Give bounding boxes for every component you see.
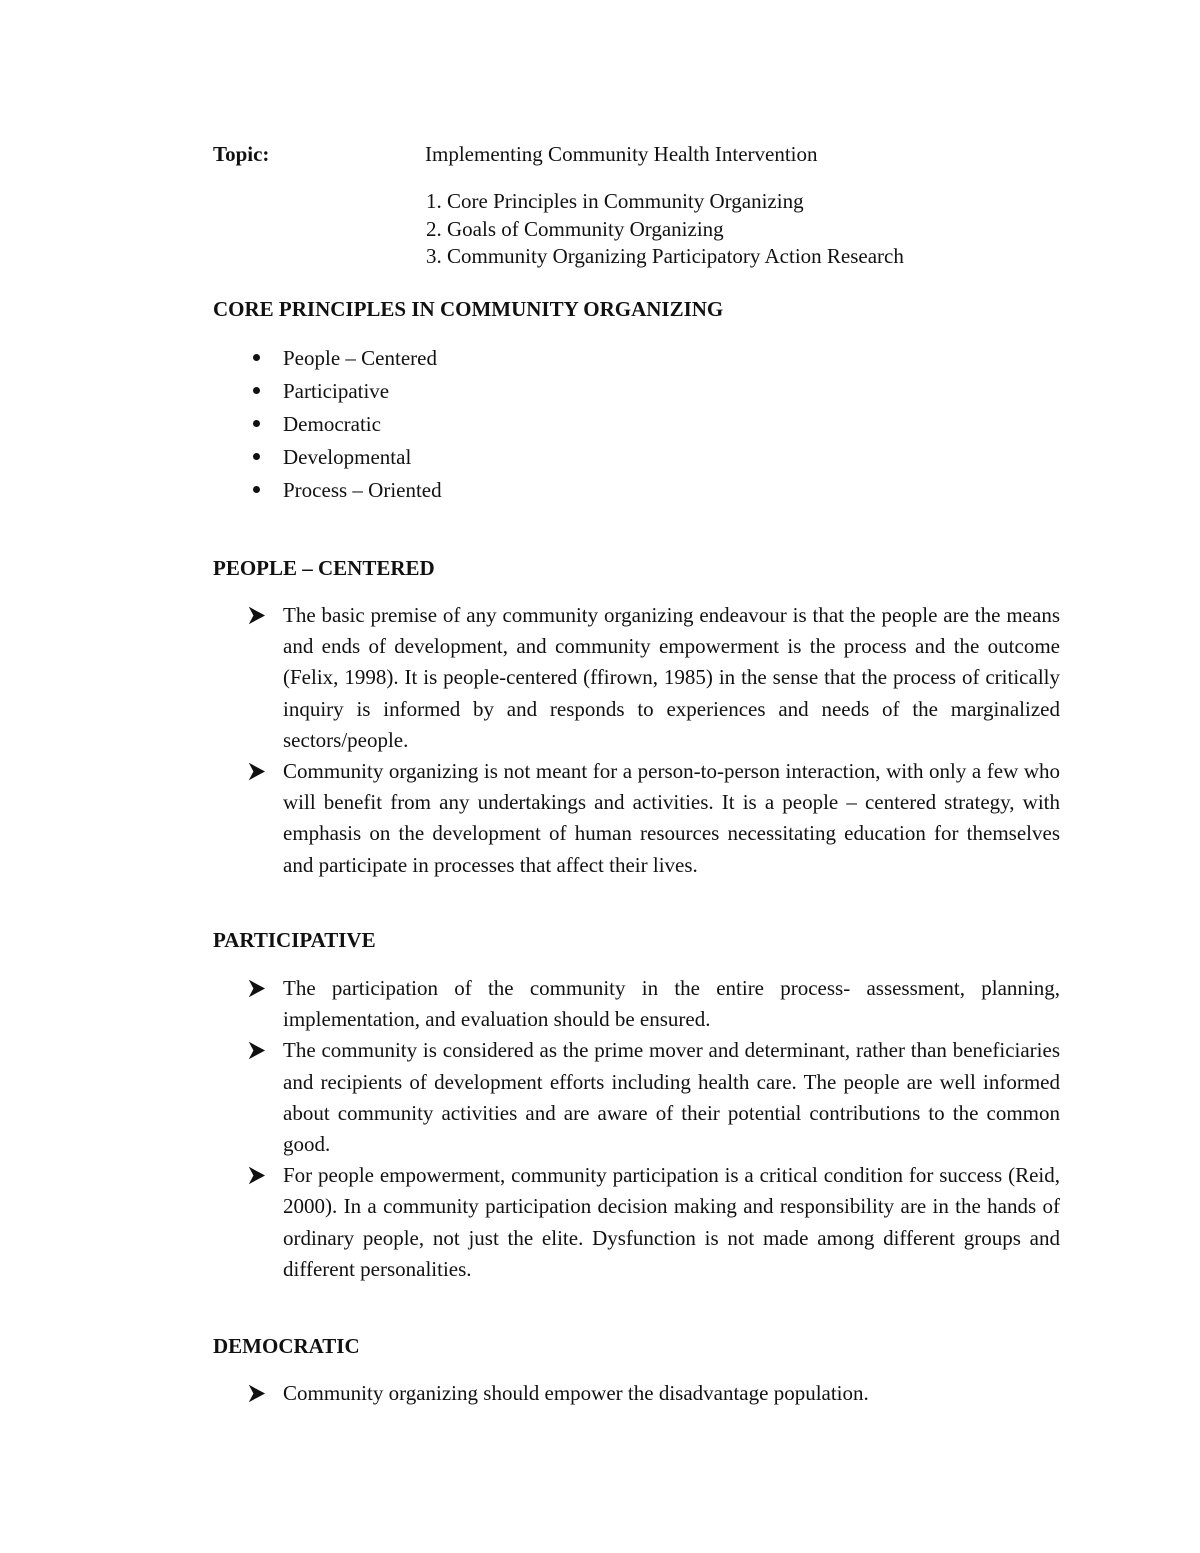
people-centered-heading: PEOPLE – CENTERED xyxy=(213,556,435,580)
arrow-bullet-icon xyxy=(247,1160,267,1191)
bullet-dot-icon xyxy=(253,453,260,460)
arrow-bullet-icon xyxy=(247,973,267,1004)
core-principle-label: Democratic xyxy=(283,412,381,436)
people-centered-point-text: The basic premise of any community organizing endeavour is that the people are the means and ends of development, and community empowerment is the process and the outcome (Felix, 1998). It is people-centered (ffirown, 1985) in the sense that the process of critically inquiry is informed by and responds to experiences and needs of the marginalized sectors/people. xyxy=(283,603,1060,752)
arrow-bullet-icon xyxy=(247,600,267,631)
democratic-heading: DEMOCRATIC xyxy=(213,1334,360,1358)
participative-point xyxy=(247,1160,1060,1285)
bullet-dot-icon xyxy=(253,420,260,427)
core-principle-item xyxy=(250,344,442,377)
bullet-dot-icon xyxy=(253,354,260,361)
participative-points xyxy=(247,973,1060,1285)
topic-label: Topic: xyxy=(213,142,270,166)
participative-point xyxy=(247,973,1060,1035)
topic-subtopic-list xyxy=(426,188,904,271)
topic-subtopic-item: 2. Goals of Community Organizing xyxy=(426,216,724,241)
arrow-bullet-icon xyxy=(247,756,267,787)
bullet-dot-icon xyxy=(253,387,260,394)
topic-subtopic-item: 3. Community Organizing Participatory Action Research xyxy=(426,244,904,268)
participative-point xyxy=(247,1035,1060,1160)
core-principles-heading: CORE PRINCIPLES IN COMMUNITY ORGANIZING xyxy=(213,297,724,321)
core-principle-label: Participative xyxy=(283,379,390,403)
bullet-dot-icon xyxy=(253,486,260,493)
core-principle-item xyxy=(250,377,442,410)
people-centered-point xyxy=(247,756,1060,881)
core-principle-label: Developmental xyxy=(283,445,412,469)
topic-subtopic-item: 1. Core Principles in Community Organizing xyxy=(426,189,804,213)
people-centered-point-text: Community organizing is not meant for a person-to-person interaction, with only a few who will benefit from any undertakings and activities. It is a people – centered strategy, with emphasis on the development of human resources necessitating education for themselves and participate in processes that affect their lives. xyxy=(283,759,1060,877)
participative-point-text: For people empowerment, community participation is a critical condition for success (Reid, 2000). In a community participation decision making and responsibility are in the hands of ordinary people, not just the elite. Dysfunction is not made among different groups and different personalities. xyxy=(283,1163,1060,1281)
participative-heading: PARTICIPATIVE xyxy=(213,928,376,952)
participative-point-text: The participation of the community in the entire process- assessment, planning, implementation, and evaluation should be ensured. xyxy=(283,976,1060,1032)
core-principle-item xyxy=(250,443,442,476)
democratic-point xyxy=(247,1378,1060,1409)
core-principle-item xyxy=(250,410,442,443)
democratic-point-text: Community organizing should empower the disadvantage population. xyxy=(283,1381,869,1405)
participative-point-text: The community is considered as the prime mover and determinant, rather than beneficiaries and recipients of development efforts including health care. The people are well informed about community activities and are aware of their potential contributions to the common good. xyxy=(283,1038,1060,1157)
core-principle-label: People – Centered xyxy=(283,346,437,370)
topic-title: Implementing Community Health Intervention xyxy=(425,142,818,166)
arrow-bullet-icon xyxy=(247,1035,267,1066)
democratic-points xyxy=(247,1378,1060,1409)
core-principle-item xyxy=(250,476,442,509)
core-principle-label: Process – Oriented xyxy=(283,478,442,502)
topic-row xyxy=(213,142,1073,170)
people-centered-point xyxy=(247,600,1060,756)
core-principles-list xyxy=(250,344,442,509)
arrow-bullet-icon xyxy=(247,1378,267,1409)
people-centered-points xyxy=(247,600,1060,881)
